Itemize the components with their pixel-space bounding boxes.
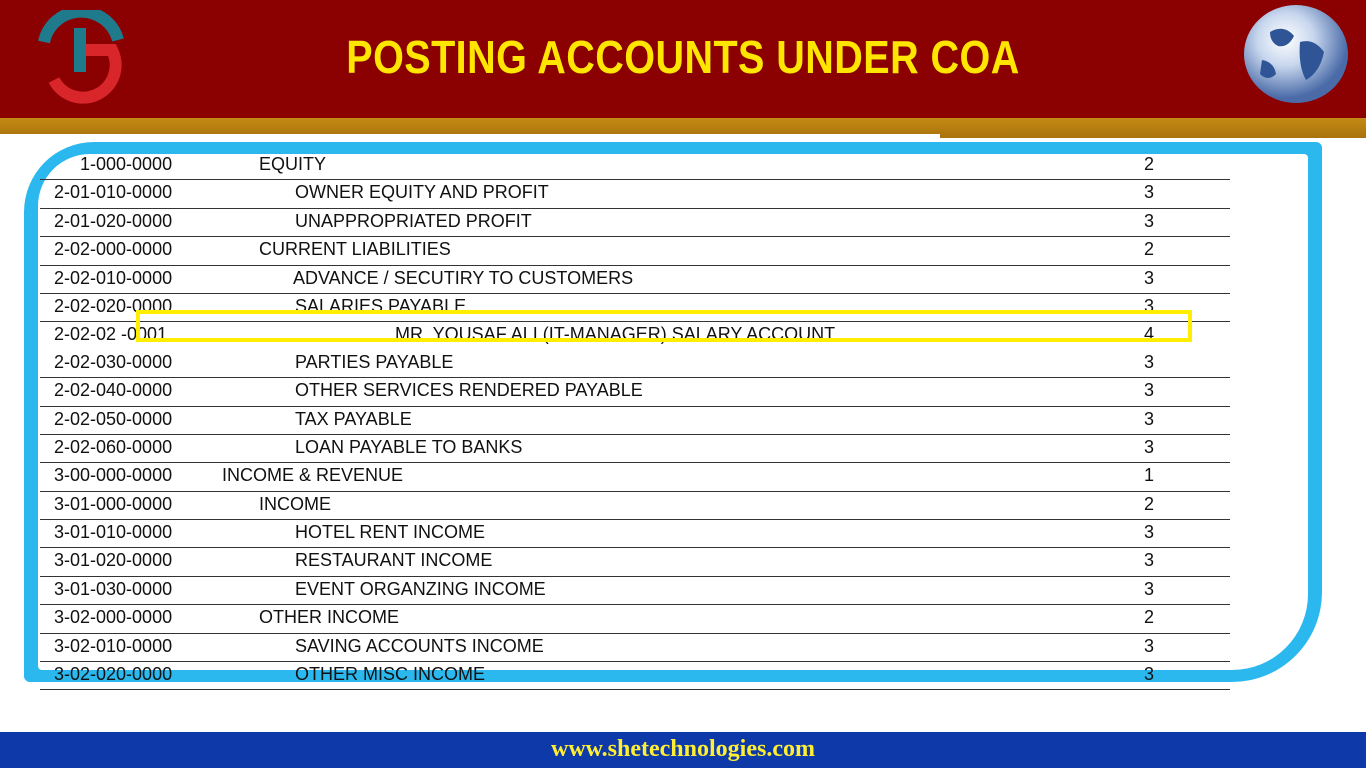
account-name: MR. YOUSAF ALI (IT-MANAGER) SALARY ACCOUNT	[395, 324, 836, 345]
account-level: 2	[1144, 239, 1155, 260]
account-name: INCOME	[259, 493, 331, 514]
account-code: 2-02-030-0000	[54, 351, 173, 372]
page-title: POSTING ACCOUNTS UNDER COA	[346, 31, 1020, 83]
header-stripe-gap	[0, 134, 940, 138]
account-name: INCOME & REVENUE	[222, 465, 404, 486]
table-row	[40, 435, 1230, 463]
account-level: 2	[1144, 607, 1155, 628]
account-code: 3-01-010-0000	[54, 522, 173, 543]
highlight-box	[136, 310, 1192, 342]
account-level: 3	[1144, 182, 1155, 203]
account-name: HOTEL RENT INCOME	[295, 522, 486, 543]
account-level: 3	[1144, 210, 1155, 231]
table-row	[40, 662, 1230, 690]
account-code: 2-02-020-0000	[54, 295, 173, 316]
table-row	[40, 463, 1230, 491]
account-code: 3-02-020-0000	[54, 664, 173, 685]
table-row	[40, 180, 1230, 208]
account-code: 2-02-050-0000	[54, 408, 173, 429]
account-code: 3-02-010-0000	[54, 635, 173, 656]
account-level: 3	[1144, 436, 1155, 457]
table-row	[40, 548, 1230, 576]
account-code: 2-02-040-0000	[54, 380, 173, 401]
account-code: 1-000-0000	[80, 154, 173, 174]
account-code: 2-01-010-0000	[54, 182, 173, 203]
footer-bar	[0, 732, 1366, 768]
account-code: 3-02-000-0000	[54, 607, 173, 628]
table-row	[40, 152, 1230, 180]
account-name: PARTIES PAYABLE	[295, 351, 454, 372]
account-level: 2	[1144, 154, 1155, 174]
account-code: 3-01-030-0000	[54, 578, 173, 599]
account-level: 3	[1144, 380, 1155, 401]
account-name: CURRENT LIABILITIES	[259, 239, 451, 260]
account-level: 3	[1144, 408, 1155, 429]
account-name: EVENT ORGANZING INCOME	[295, 578, 546, 599]
account-code: 2-02-060-0000	[54, 436, 173, 457]
account-level: 1	[1144, 465, 1155, 486]
table-row	[40, 407, 1230, 435]
table-row	[40, 520, 1230, 548]
account-level: 3	[1144, 635, 1155, 656]
account-code: 2-02-010-0000	[54, 267, 173, 288]
table-row	[40, 237, 1230, 265]
account-code: 3-01-020-0000	[54, 550, 173, 571]
globe-icon	[1240, 2, 1352, 106]
account-level: 4	[1144, 324, 1155, 345]
table-row	[40, 577, 1230, 605]
account-name: OTHER MISC INCOME	[295, 664, 486, 685]
account-level: 3	[1144, 550, 1155, 571]
account-level: 3	[1144, 664, 1155, 685]
account-name: SALARIES PAYABLE	[295, 295, 467, 316]
account-level: 3	[1144, 267, 1155, 288]
account-level: 3	[1144, 351, 1155, 372]
account-name: ADVANCE / SECUTIRY TO CUSTOMERS	[293, 267, 634, 288]
table-row	[40, 492, 1230, 520]
table-row	[40, 634, 1230, 662]
account-name: OTHER INCOME	[259, 607, 400, 628]
account-level: 2	[1144, 493, 1155, 514]
account-code: 2-01-020-0000	[54, 210, 173, 231]
chart-of-accounts-table	[40, 152, 1230, 690]
table-row	[40, 350, 1230, 378]
account-level: 3	[1144, 295, 1155, 316]
account-code: 3-00-000-0000	[54, 465, 173, 486]
account-level: 3	[1144, 522, 1155, 543]
account-name: LOAN PAYABLE TO BANKS	[295, 436, 523, 457]
account-name: OWNER EQUITY AND PROFIT	[295, 182, 549, 203]
account-level: 3	[1144, 578, 1155, 599]
footer-website[interactable]: www.shetechnologies.com	[551, 736, 815, 762]
account-name: SAVING ACCOUNTS INCOME	[295, 635, 544, 656]
table-row	[40, 266, 1230, 294]
account-name: TAX PAYABLE	[295, 408, 412, 429]
account-code: 3-01-000-0000	[54, 493, 173, 514]
account-code: 2-02-02 -0001	[54, 324, 168, 345]
table-row	[40, 378, 1230, 406]
account-name: UNAPPROPRIATED PROFIT	[295, 210, 532, 231]
account-code: 2-02-000-0000	[54, 239, 173, 260]
account-name: OTHER SERVICES RENDERED PAYABLE	[295, 380, 643, 401]
account-name: RESTAURANT INCOME	[295, 550, 493, 571]
table-row	[40, 605, 1230, 633]
account-name: EQUITY	[259, 154, 327, 174]
table-row	[40, 209, 1230, 237]
